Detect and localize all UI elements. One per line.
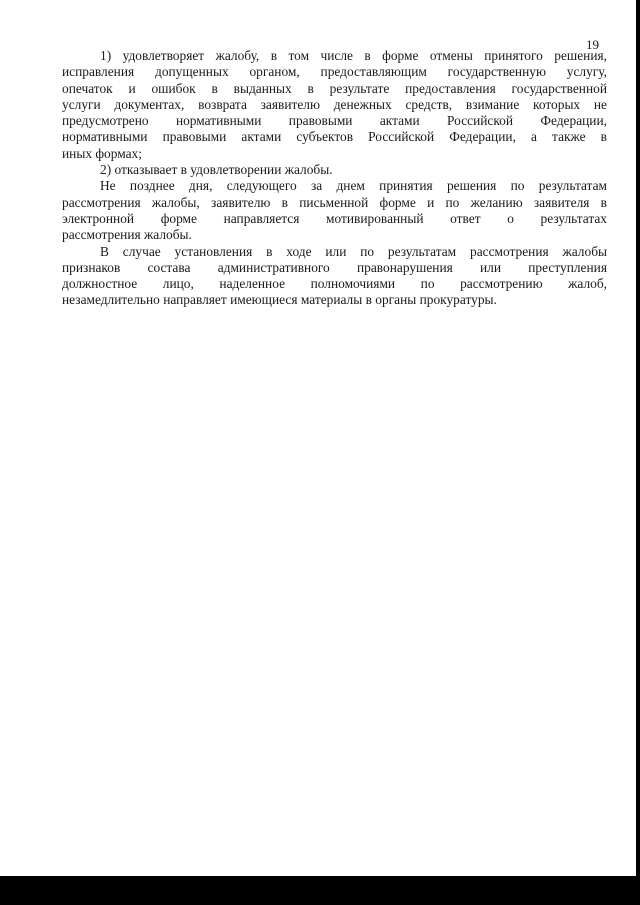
text-line: 1) удовлетворяет жалобу, в том числе в форме отмены принятого решения,: [100, 48, 607, 63]
text-line: нормативными правовыми актами субъектов Российской Федерации, а также в: [62, 129, 607, 145]
text-line: должностное лицо, наделенное полномочиями по рассмотрению жалоб,: [62, 276, 607, 292]
text-line: услуги документах, возврата заявителю денежных средств, взимание которых не: [62, 96, 607, 112]
text-line: опечаток и ошибок в выданных в результате предоставления государственной: [62, 80, 607, 96]
text-line: предусмотрено нормативными правовыми актами Российской Федерации,: [62, 113, 607, 129]
text-line: рассмотрения жалобы.: [62, 227, 192, 243]
text-line: Не позднее дня, следующего за днем принятия решения по результатам: [100, 178, 607, 194]
page-number: 19: [586, 37, 599, 52]
scan-border-bottom: [0, 876, 640, 905]
text-line: 2) отказывает в удовлетворении жалобы.: [100, 162, 333, 178]
text-line: иных формах;: [62, 145, 142, 161]
text-line: незамедлительно направляет имеющиеся материалы в органы прокуратуры.: [62, 292, 497, 308]
scan-border-right: [636, 0, 640, 876]
document-body: [62, 48, 607, 309]
text-line: исправления допущенных органом, предоставляющим государственную услугу,: [62, 64, 607, 80]
text-line: В случае установления в ходе или по результатам рассмотрения жалобы: [100, 243, 607, 259]
text-line: рассмотрения жалобы, заявителю в письменной форме и по желанию заявителя в: [62, 194, 607, 210]
text-line: признаков состава административного правонарушения или преступления: [62, 259, 607, 275]
text-line: электронной форме направляется мотивированный ответ о результатах: [62, 210, 607, 226]
